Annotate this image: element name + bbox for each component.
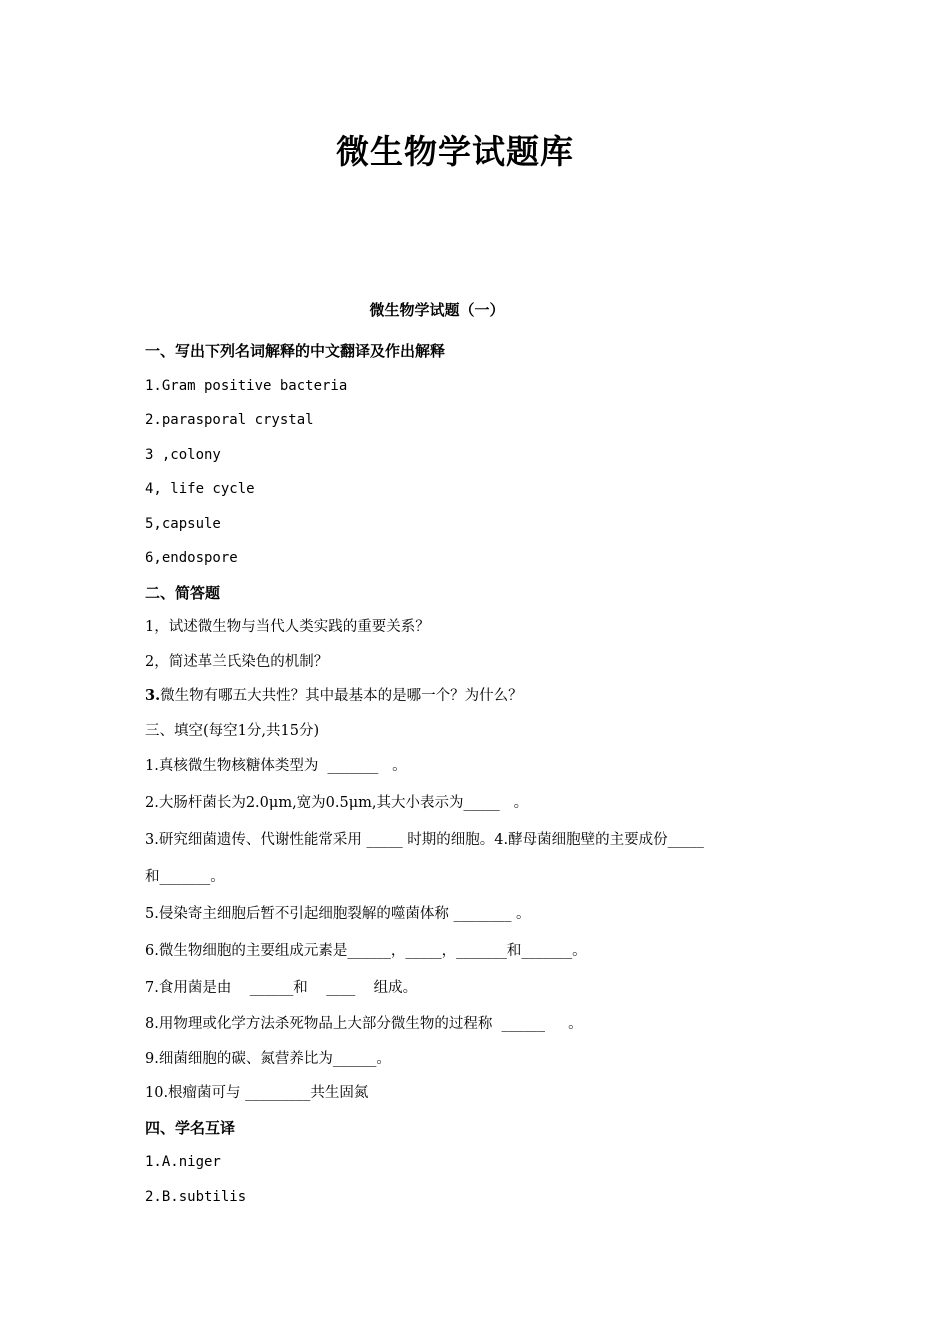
fill-blank-item: 和_______。 [145, 869, 225, 885]
term-item: 5,capsule [145, 515, 221, 532]
scientific-name-item: 1.A.niger [145, 1154, 221, 1170]
fill-blank-item: 1.真核微生物核糖体类型为 _______ 。 [145, 758, 407, 774]
question-text: 微生物有哪五大共性？其中最基本的是哪一个？为什么？ [160, 688, 523, 704]
term-item: 1.Gram positive bacteria [145, 377, 348, 394]
fill-blank-item: 5.侵染寄主细胞后暂不引起细胞裂解的噬菌体称 ________ 。 [145, 906, 531, 922]
section2-heading: 二、简答题 [145, 583, 221, 602]
term-item: 2.parasporal crystal [145, 412, 314, 428]
fill-blank-item: 7.食用菌是由 ______和 ____ 组成。 [145, 980, 418, 996]
exam-subtitle: 微生物学试题（一） [369, 301, 505, 319]
page-title: 微生物学试题库 [336, 132, 574, 171]
document-body [145, 334, 815, 1214]
question-item: 1，试述微生物与当代人类实践的重要关系？ [145, 619, 430, 635]
question-number: 3. [145, 687, 161, 704]
fill-blank-item: 6.微生物细胞的主要组成元素是______，_____，_______和_______。 [145, 943, 587, 959]
fill-blank-item: 2.大肠杆菌长为2.0μm,宽为0.5μm,其大小表示为_____ 。 [145, 795, 529, 811]
term-item: 6,endospore [145, 550, 238, 566]
section1-heading: 一、写出下列名词解释的中文翻译及作出解释 [145, 342, 446, 360]
section3-heading: 三、填空(每空1分,共15分) [145, 722, 320, 739]
scientific-name-item: 2.B.subtilis [145, 1188, 247, 1205]
question-item: 2，简述革兰氏染色的机制？ [145, 653, 329, 670]
section4-heading: 四、学名互译 [145, 1118, 236, 1137]
term-item: 3 ,colony [145, 446, 221, 463]
fill-blank-item: 9.细菌细胞的碳、氮营养比为______。 [145, 1050, 391, 1067]
fill-blank-item: 10.根瘤菌可与 _________共生固氮 [145, 1085, 369, 1101]
fill-blank-item: 3.研究细菌遗传、代谢性能常采用 _____ 时期的细胞。4.酵母菌细胞壁的主要成份_____ [145, 832, 704, 848]
fill-blank-item: 8.用物理或化学方法杀死物品上大部分微生物的过程称 ______ 。 [145, 1016, 583, 1032]
question-item [145, 679, 815, 714]
term-item: 4, life cycle [145, 481, 255, 497]
